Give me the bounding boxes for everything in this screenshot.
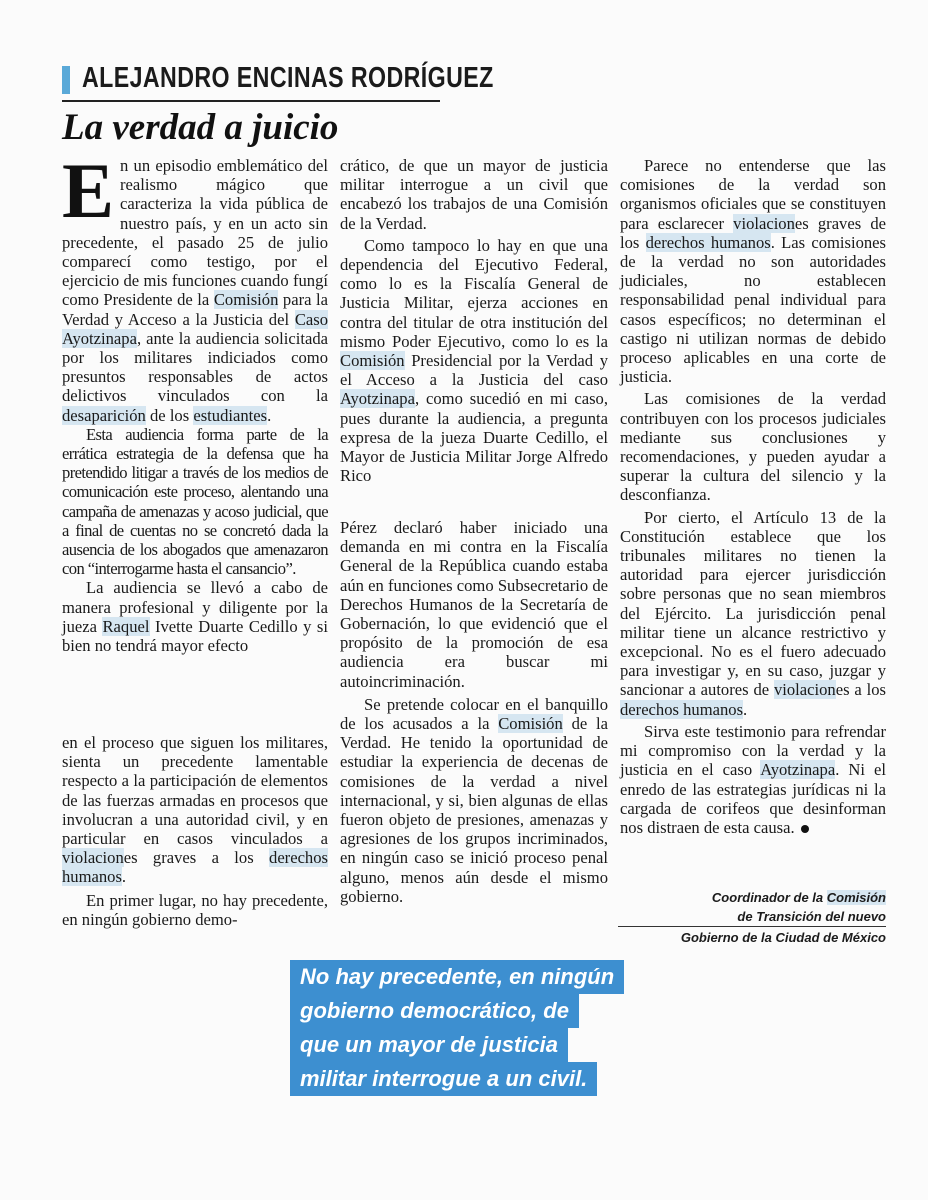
highlighted-term: Comisión [498,714,563,734]
credit-divider [618,926,886,927]
author-marker [62,66,70,94]
highlighted-term: estudiantes [193,405,268,425]
drop-cap: E [62,147,115,234]
author-bar [62,60,494,102]
paragraph: Se pretende colocar en el banquillo de los acusados a la Comisión de la Verdad. He tenido la oportunidad de estudiar la experiencia de decenas de comisiones de la verdad a nivel internacional, y si, bien algunas de ellas fueron objeto de presiones, amenazas y agresiones de los grupos incriminados, en ningún caso se inició proceso penal alguno, menos aún desde el mismo gobierno. [340,694,609,906]
paragraph: Sirva este testimonio para refrendar mi compromiso con la verdad y la justicia en el caso Ayotzinapa. Ni el enredo de las estrategias jurídicas ni la cargada de corifeos que desinforman nos distraen de esta causa. [620,721,886,837]
highlighted-term: derechos humanos [620,699,744,719]
highlighted-term: Raquel [102,616,150,636]
highlighted-term: Comisión [340,351,405,371]
highlighted-term: Ayotzinapa [760,760,836,780]
credit-line-1: Coordinador de la Comisión [711,890,886,905]
paragraph: Pérez declaró haber iniciado una demanda en mi contra en la Fiscalía General de la República cuando estaba aún en funciones como Subsecretario de Derechos Humanos de la Secretaría de Gobernación, lo que evidenció que el propósito de la promoción de esa audiencia era buscar mi autoincriminación. [340,518,608,691]
highlighted-term: Comisión [213,290,279,310]
end-bullet [801,825,809,833]
highlighted-term: derechos humanos [645,232,771,252]
paragraph: Las comisiones de la verdad contribuyen con los procesos judiciales mediante sus conclusiones y recomendaciones, y pueden ayudar a superar la cultura del silencio y la desconfianza. [620,389,886,505]
highlighted-term: violacion [773,680,836,700]
highlighted-term: Ayotzinapa [340,389,415,409]
highlighted-term: desaparición [62,405,146,425]
pull-quote [290,960,624,1096]
column-1-continued [62,733,328,929]
pull-quote-line: gobierno democrático, de [290,994,579,1028]
paragraph: Por cierto, el Artículo 13 de la Constitución establece que los tribunales militares no tienen la autoridad para ejercer jurisdicción sobre personas que no sean miembros del Ejército. La jurisdicción penal militar tiene un alcance restrictivo y excepcional. No es el fuero adecuado para investigar y, en su caso, juzgar y sancionar a autores de violaciones a los derechos humanos. [620,507,886,719]
highlighted-term: violacion [733,213,795,233]
paragraph: En un episodio emblemático del realismo mágico que caracteriza la vida pública de nuestro país, y en un acto sin precedente, el pasado 25 de julio comparecí como testigo, por el ejercicio de mis funciones cuando fungí como Presidente de la Comisión para la Verdad y Acceso a la Justicia del Caso Ayotzinapa, ante la audiencia solicitada por los militares indiciados como presuntos responsables de actos delictivos vinculados con la desaparición de los estudiantes. [62,147,328,425]
column-1 [62,147,328,656]
highlighted-term: violacion [62,848,124,868]
pull-quote-line: que un mayor de justicia [290,1028,568,1062]
pull-quote-line: militar interrogue a un civil. [290,1062,597,1096]
paragraph: crático, de que un mayor de justicia militar interrogue a un civil que encabezó los trabajos de una Comisión de la Verdad. [340,156,608,233]
paragraph: La audiencia se llevó a cabo de manera profesional y diligente por la jueza Raquel Ivette Duarte Cedillo y si bien no tendrá mayor efecto [62,578,328,656]
credit-line-2: de Transición del nuevo [737,909,886,924]
paragraph: Parece no entenderse que las comisiones de la verdad son organismos oficiales que se constituyen para esclarecer violaciones graves de los derechos humanos. Las comisiones de la verdad no son autoridades judiciales, no establecen responsabilidad penal individual para casos específicos; no determinan el castigo ni utilizan normas de debido proceso aplicables en una corte de justicia. [620,156,886,387]
highlighted-term: derechos humanos [62,848,328,887]
paragraph: En primer lugar, no hay precedente, en ningún gobierno demo- [62,890,328,929]
column-2 [340,156,608,485]
paragraph: en el proceso que siguen los militares, sienta un precedente lamentable respecto a la participación de elementos de las fuerzas armadas en procesos que involucran a una autoridad civil, y en particular en casos vinculados a violaciones graves a los derechos humanos. [62,733,328,887]
headline: La verdad a juicio [62,107,339,148]
highlighted-term: Comisión [826,890,886,905]
pull-quote-line: No hay precedente, en ningún [290,960,624,994]
credit-line-3: Gobierno de la Ciudad de México [680,930,886,945]
highlighted-term: Caso Ayotzinapa [62,309,328,348]
column-2-continued [340,518,608,906]
paragraph: Esta audiencia forma parte de la errática estrategia de la defensa que ha pretendido litigar a través de los medios de comunicación este proceso, alentando una campaña de amenazas y acoso judicial, que a final de cuentas no se concretó dada la ausencia de los abogados que amenazaron con “interrogarme hasta el cansancio”. [62,424,328,579]
paragraph: Como tampoco lo hay en que una dependencia del Ejecutivo Federal, como lo es la Fiscalía General de Justicia Militar, ejerza acciones en contra del titular de otra institución del mismo Poder Ejecutivo, como lo es la Comisión Presidencial por la Verdad y el Acceso a la Justicia del caso Ayotzinapa, como sucedió en mi caso, pues durante la audiencia, a pregunta expresa de la jueza Duarte Cedillo, el Mayor de Justicia Militar Jorge Alfredo Rico [340,235,608,486]
author-name: ALEJANDRO ENCINAS RODRÍGUEZ [82,62,494,94]
column-3 [620,156,886,837]
